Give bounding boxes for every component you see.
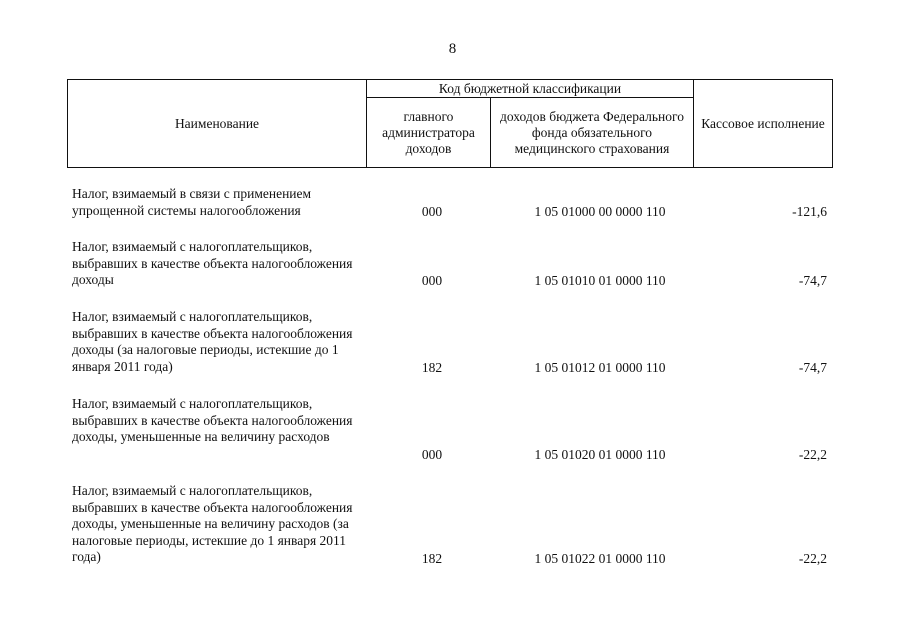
table-row <box>72 239 832 289</box>
table-row <box>72 483 832 567</box>
table-row <box>72 396 832 463</box>
header-divider-3 <box>693 79 694 168</box>
header-right-border <box>832 79 833 168</box>
row-name: Налог, взимаемый с налогоплательщиков, выбравших в качестве объекта налогообложения доходы <box>72 239 353 287</box>
row-value: -22,2 <box>798 550 827 566</box>
header-bottom-border <box>67 167 833 168</box>
row-value: -121,6 <box>792 203 827 219</box>
row-admin-code: 000 <box>421 272 443 288</box>
row-name: Налог, взимаемый с налогоплательщиков, выбравших в качестве объекта налогообложения доходы, уменьшенные на величину расходов (за налоговые периоды, истекшие до 1 января 2011 года) <box>72 483 353 564</box>
row-name: Налог, взимаемый с налогоплательщиков, выбравших в качестве объекта налогообложения доходы (за налоговые периоды, истекшие до 1 января 2011 года) <box>72 309 353 374</box>
row-name: Налог, взимаемый в связи с применением упрощенной системы налогообложения <box>72 186 312 218</box>
header-divider-2 <box>490 97 491 168</box>
header-income: доходов бюджета Федерального фонда обязательного медицинского страхования <box>500 108 684 156</box>
table-row <box>72 309 832 376</box>
row-value: -74,7 <box>798 359 827 375</box>
row-classification-code: 1 05 01020 01 0000 110 <box>534 446 666 462</box>
row-admin-code: 182 <box>421 550 443 566</box>
table-row <box>72 186 832 220</box>
row-value: -74,7 <box>798 272 827 288</box>
row-value: -22,2 <box>798 446 827 462</box>
row-classification-code: 1 05 01010 01 0000 110 <box>534 272 666 288</box>
header-name: Наименование <box>174 115 260 131</box>
row-admin-code: 182 <box>421 359 443 375</box>
page-number: 8 <box>448 41 457 57</box>
row-name: Налог, взимаемый с налогоплательщиков, выбравших в качестве объекта налогообложения доходы, уменьшенные на величину расходов <box>72 396 353 444</box>
row-classification-code: 1 05 01022 01 0000 110 <box>534 550 666 566</box>
header-execution: Кассовое исполнение <box>701 115 825 131</box>
table-header <box>67 79 833 168</box>
header-admin: главного администратора доходов <box>382 108 475 156</box>
row-admin-code: 000 <box>421 446 443 462</box>
header-group: Код бюджетной классификации <box>438 80 622 96</box>
row-classification-code: 1 05 01000 00 0000 110 <box>534 203 666 219</box>
row-classification-code: 1 05 01012 01 0000 110 <box>534 359 666 375</box>
row-admin-code: 000 <box>421 203 443 219</box>
